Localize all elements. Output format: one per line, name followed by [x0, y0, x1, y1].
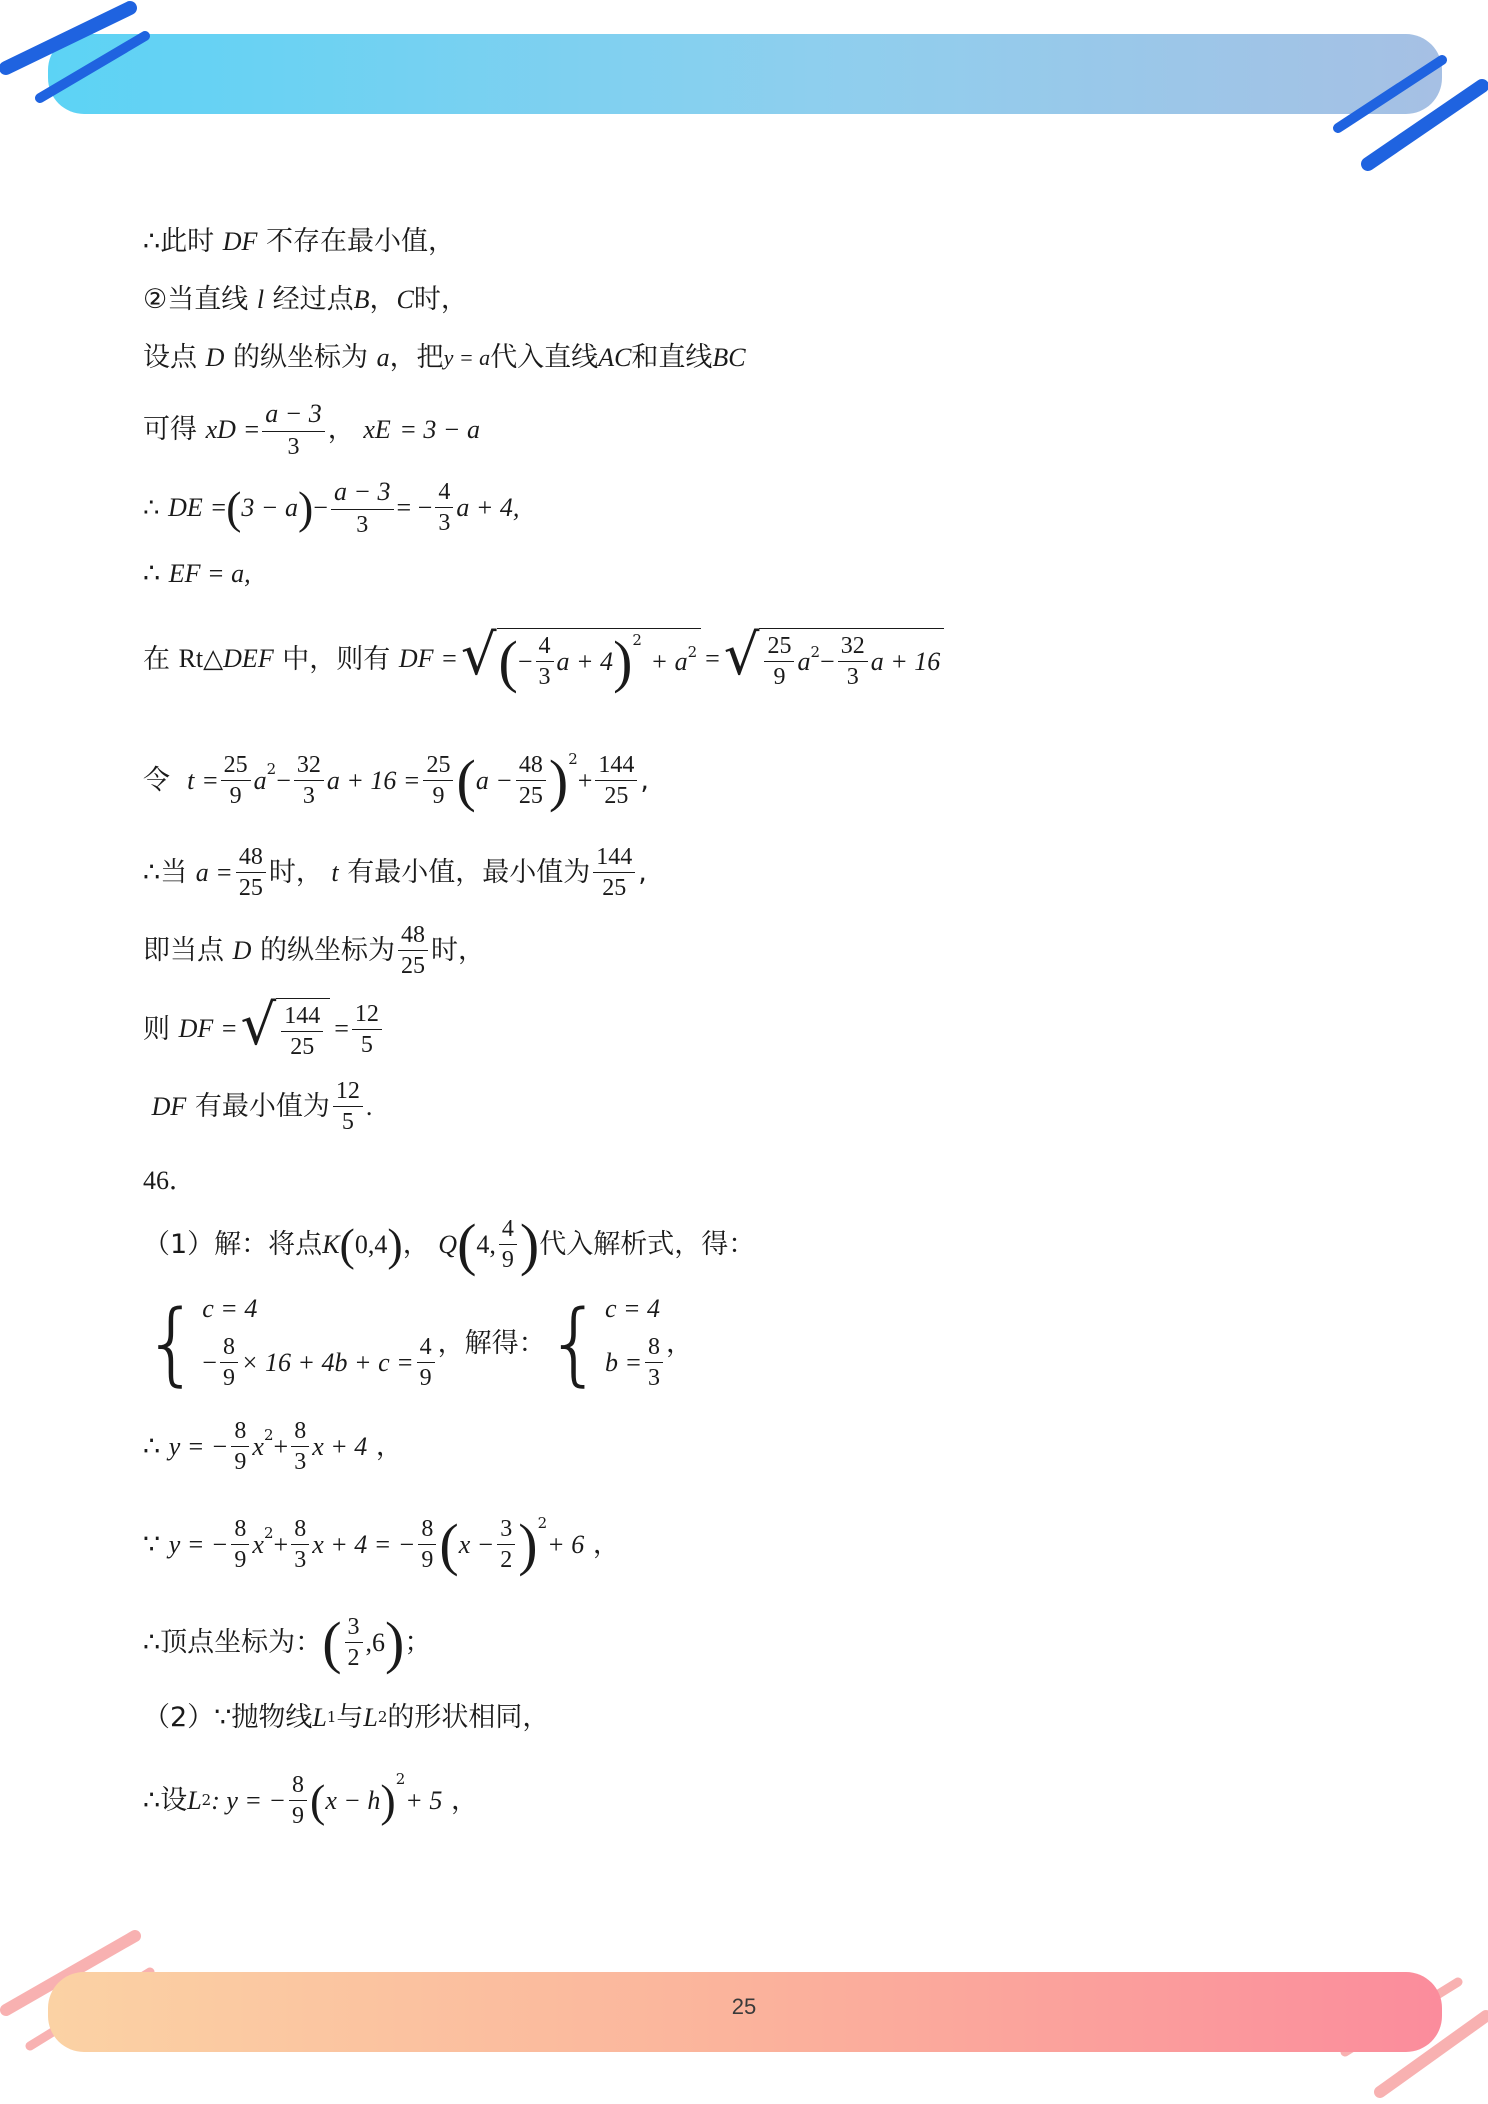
line-d-ordinate: 即当点 D 的纵坐标为 $\frac{48}{25}$ 时， — [143, 922, 485, 980]
fraction: $\frac{8}{3}$ — [645, 1334, 663, 1392]
line-part-two: （2） ∵ 抛物线 L 1 与 L 2 的形状相同， — [143, 1702, 550, 1733]
problem-number: 46． — [143, 1166, 196, 1195]
fraction: $\frac{12}{5}$ — [333, 1078, 363, 1136]
fraction: $\frac{25}{9}$ — [423, 752, 453, 810]
fraction: $\frac{8}{9}$ — [231, 1418, 249, 1476]
fraction: $\frac{32}{3}$ — [294, 752, 324, 810]
line-t-minimum: ∴ 当 a = $\frac{48}{25}$ 时， t 有最小值，最小值为 $\frac{144}{25}$ , — [143, 844, 647, 902]
fraction: $\frac{48}{25}$ — [398, 922, 428, 980]
fraction: $\frac{4}{9}$ — [417, 1334, 435, 1392]
radical: √ $\frac{144}{25}$ — [241, 998, 331, 1061]
line-df-minimum: DF 有最小值为 $\frac{12}{5}$ . — [151, 1078, 373, 1136]
line-set-l2: ∴ 设 L 2 : y = − $\frac{8}{9}$ ( x − h ) $^2$ + 5 ， — [143, 1770, 478, 1830]
line-de-expression: ∴ DE = ( 3 − a ) − $\frac{a - 3}{3}$ = − $\frac{4}{3}$ a + 4, — [143, 477, 520, 538]
line-case-two: ②当直线 l 经过点 B ， C 时， — [143, 284, 468, 315]
fraction: $\frac{a - 3}{3}$ — [331, 478, 394, 538]
fraction: $\frac{48}{25}$ — [516, 752, 546, 810]
fraction: $\frac{144}{25}$ — [281, 1003, 323, 1061]
fraction: $\frac{8}{9}$ — [289, 1772, 307, 1830]
fraction: $\frac{8}{3}$ — [291, 1418, 309, 1476]
fraction: $\frac{12}{5}$ — [352, 1001, 382, 1059]
fraction: $\frac{25}{9}$ — [221, 752, 251, 810]
line-df-no-minimum: ∴ 此时 DF 不存在最小值， — [143, 226, 456, 257]
fraction: $\frac{25}{9}$ — [764, 633, 794, 691]
fraction: $\frac{a - 3}{3}$ — [262, 400, 325, 460]
line-df-radical: 在 Rt△ DEF 中，则有 DF = √ ( − $\frac{4}{3}$ a + 4 ) $^2$ + a $^2$ = √ $\frac{25}{9}$ a $^2$ − $\frac{32}{3}$ a + 16 — [143, 628, 948, 691]
fraction: $\frac{48}{25}$ — [236, 844, 266, 902]
therefore-symbol: ∴ — [143, 226, 161, 257]
fraction: $\frac{8}{9}$ — [220, 1334, 238, 1392]
fraction: $\frac{144}{25}$ — [595, 752, 637, 810]
line-parabola-equation: ∴ y = − $\frac{8}{9}$ x $^2$ + $\frac{8}{3}$ x + 4 ， — [143, 1418, 403, 1476]
line-ef-equals-a: ∴ EF = a, — [143, 558, 251, 589]
page-number: 25 — [731, 1994, 757, 2019]
fraction: $\frac{144}{25}$ — [593, 844, 635, 902]
line-df-value: 则 DF = √ $\frac{144}{25}$ = $\frac{12}{5}$ — [143, 998, 385, 1061]
line-xd-xe: 可得 x D = $\frac{a - 3}{3}$ ， x E = 3 − a — [143, 399, 480, 460]
line-let-t: 令 t = $\frac{25}{9}$ a $^2$ − $\frac{32}{3}$ a + 16 = $\frac{25}{9}$ ( a − $\frac{48}{25}$ ) $^2$ + $\frac{144}{25}$ , — [143, 747, 649, 813]
line-vertex-form: ∵ y = − $\frac{8}{9}$ x $^2$ + $\frac{8}{3}$ x + 4 = − $\frac{8}{9}$ ( x − $\frac{3}{2}$ ) $^2$ + 6 ， — [143, 1511, 620, 1577]
fraction: $\frac{4}{3}$ — [536, 633, 554, 691]
fraction: $\frac{8}{3}$ — [291, 1516, 309, 1574]
fraction: $\frac{32}{3}$ — [838, 633, 868, 691]
line-substitute-points: （1）解：将点 K ( 0,4 ) ， Q ( 4, $\frac{4}{9}$ ) 代入解析式，得： — [143, 1211, 756, 1277]
fraction: $\frac{3}{2}$ — [497, 1516, 515, 1574]
radical: √ $\frac{25}{9}$ a $^2$ − $\frac{32}{3}$ a + 16 — [724, 628, 944, 691]
fraction: $\frac{8}{9}$ — [418, 1516, 436, 1574]
fraction: $\frac{3}{2}$ — [345, 1614, 363, 1672]
solution-system: { c = 4 b = $\frac{8}{3}$ — [546, 1296, 666, 1392]
fraction: $\frac{8}{9}$ — [231, 1516, 249, 1574]
line-vertex-coordinates: ∴ 顶点坐标为： ( $\frac{3}{2}$ ,6 ) ； — [143, 1609, 432, 1675]
line-equation-system: { c = 4 − $\frac{8}{9}$ × 16 + 4b + c = $\frac{4}{9}$ ，解得： { c = 4 b = $\frac{8}{3}$ ， — [143, 1291, 693, 1397]
equation-system: { c = 4 − $\frac{8}{9}$ × 16 + 4b + c = $\frac{4}{9}$ — [143, 1296, 438, 1392]
radical: √ ( − $\frac{4}{3}$ a + 4 ) $^2$ + a $^2$ — [461, 628, 701, 691]
fraction: $\frac{4}{9}$ — [499, 1216, 517, 1274]
line-set-point-d: 设点 D 的纵坐标为 a ，把 y = a 代入直线 AC 和直线 BC — [143, 342, 746, 373]
fraction: $\frac{4}{3}$ — [435, 479, 453, 537]
